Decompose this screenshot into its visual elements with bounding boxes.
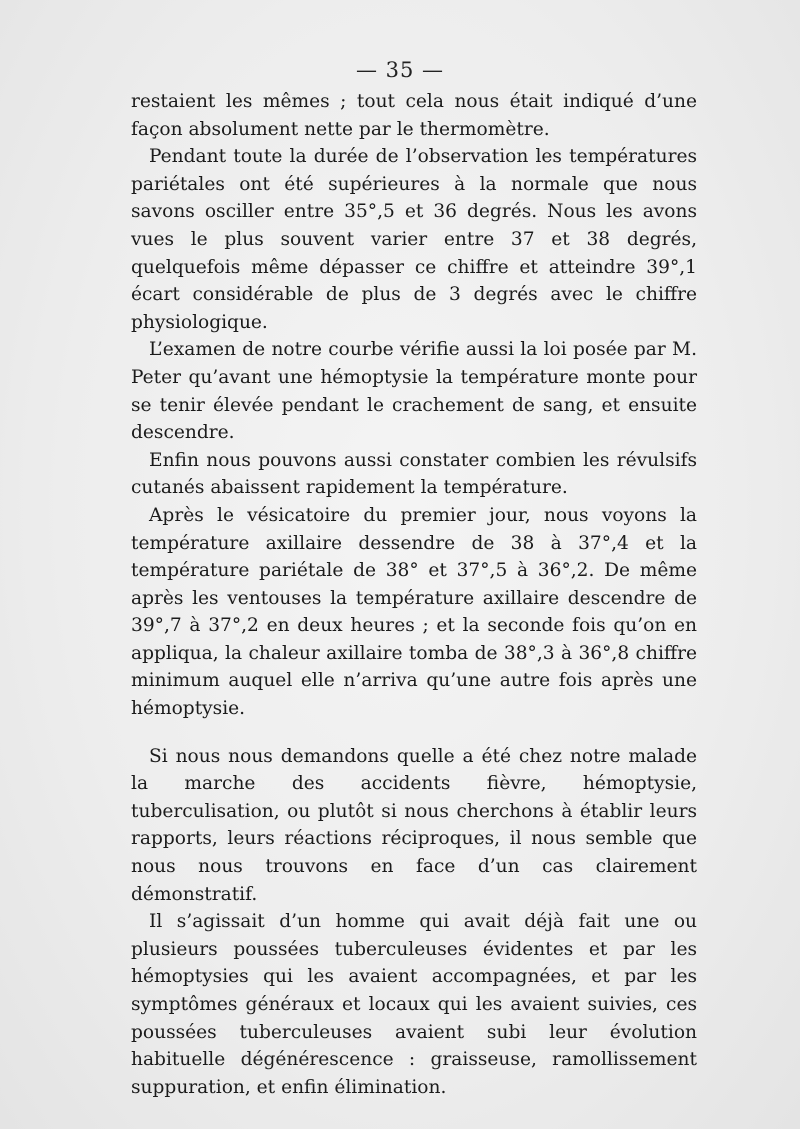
page-number: — 35 — <box>355 58 445 82</box>
paragraph-revulsifs: Enfin nous pouvons aussi constater combien les révulsifs cutanés abaissent rapidement la température. <box>131 449 697 499</box>
paragraph-parietal-temperatures: Pendant toute la durée de l’observation les températures pariétales ont été supérieures à la normale que nous savons osciller entre 35°,5 et 36 degrés. Nous les avons vues le plus souvent varier entre 37 et 38 degrés, quelquefois même dépasser ce chiffre et atteindre 39°,1 écart considérable de plus de 3 degrés avec le chiffre physiologique. <box>131 146 697 333</box>
paragraph-peter-law: L’examen de notre courbe vérifie aussi la loi posée par M. Peter qu’avant une hémoptysie la température monte pour se tenir élevée pendant le crachement de sang, et ensuite descendre. <box>131 339 697 444</box>
body-text <box>131 88 697 1101</box>
paragraph-poussees: Il s’agissait d’un homme qui avait déjà fait une ou plusieurs poussées tuberculeuses évidentes et par les hémoptysies qui les avaient accompagnées, et par les symptômes généraux et locaux qui les avaient suivies, ces poussées tuberculeuses avaient subi leur évolution habituelle dégénérescence : graisseuse, ramollissement suppuration, et enfin élimination. <box>131 911 697 1098</box>
paragraph-accidents: Si nous nous demandons quelle a été chez notre malade la marche des accidents fièvre, hémoptysie, tuberculisation, ou plutôt si nous cherchons à établir leurs rapports, leurs réactions réciproques, il nous semble que nous nous trouvons en face d’un cas clairement démonstratif. <box>131 745 697 905</box>
paragraph-vesicatoire: Après le vésicatoire du premier jour, nous voyons la température axillaire dessendre de 38 à 37°,4 et la température pariétale de 38° et 37°,5 à 36°,2. De même après les ventouses la température axillaire descendre de 39°,7 à 37°,2 en deux heures ; et la seconde fois qu’on en appliqua, la chaleur axillaire tomba de 38°,3 à 36°,8 chiffre minimum auquel elle n’arriva qu’une autre fois après une hémoptysie. <box>131 504 697 720</box>
paragraph-continuation: restaient les mêmes ; tout cela nous était indiqué d’une façon absolument nette par le thermomètre. <box>131 91 697 140</box>
